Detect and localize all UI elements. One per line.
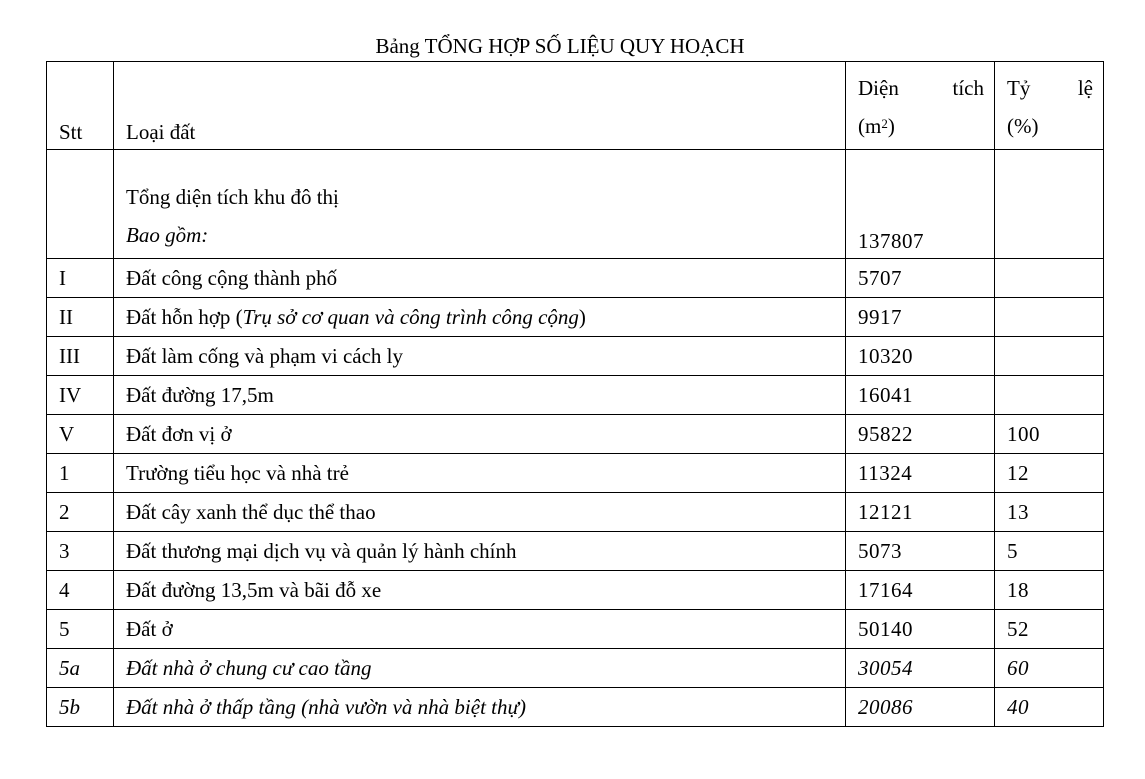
row-ratio: 52 [995, 610, 1104, 649]
table-title: Bảng TỔNG HỢP SỐ LIỆU QUY HOẠCH [375, 34, 745, 58]
row-stt: I [47, 259, 114, 298]
row-ratio: 40 [995, 688, 1104, 727]
row-area: 17164 [846, 571, 995, 610]
header-ratio-word2: lệ [1077, 76, 1093, 100]
header-area-word1: Diện [858, 76, 899, 100]
row-ratio: 60 [995, 649, 1104, 688]
planning-summary-table [46, 61, 1104, 727]
row-ratio: 100 [995, 415, 1104, 454]
row-area: 20086 [846, 688, 995, 727]
row-ratio: 5 [995, 532, 1104, 571]
table-row [47, 376, 1104, 415]
table-row [47, 337, 1104, 376]
row-land-type: Đất đường 13,5m và bãi đỗ xe [114, 571, 846, 610]
table-row [47, 649, 1104, 688]
row-land-type: Đất đơn vị ở [114, 415, 846, 454]
row-area: 16041 [846, 376, 995, 415]
header-ratio-word1: Tỷ [1007, 76, 1031, 100]
table-row [47, 688, 1104, 727]
header-area-unit: (m [858, 114, 882, 138]
total-stt-cell [47, 150, 114, 259]
row-stt: 4 [47, 571, 114, 610]
table-header-row [47, 62, 1104, 150]
row-land-type: Đất công cộng thành phố [114, 259, 846, 298]
row-stt: 2 [47, 493, 114, 532]
row-stt: II [47, 298, 114, 337]
row-area: 11324 [846, 454, 995, 493]
header-land-type-label: Loại đất [126, 120, 196, 144]
row-land-type-suffix: ) [578, 305, 586, 329]
row-land-type: Đất đường 17,5m [114, 376, 846, 415]
total-label: Tổng diện tích khu đô thị [126, 185, 339, 209]
row-land-type: Đất cây xanh thể dục thể thao [114, 493, 846, 532]
header-land-type [114, 62, 846, 150]
row-stt: IV [47, 376, 114, 415]
row-land-type: Đất làm cống và phạm vi cách ly [114, 337, 846, 376]
total-sublabel: Bao gồm: [126, 223, 209, 247]
total-ratio-cell [995, 150, 1104, 259]
row-area: 9917 [846, 298, 995, 337]
header-area-word2: tích [952, 76, 984, 100]
row-area: 10320 [846, 337, 995, 376]
row-stt: III [47, 337, 114, 376]
row-area: 12121 [846, 493, 995, 532]
row-stt: 5b [47, 688, 114, 727]
table-row [47, 415, 1104, 454]
header-ratio [995, 62, 1104, 150]
table-row [47, 610, 1104, 649]
row-land-type-note: Trụ sở cơ quan và công trình công cộng [242, 305, 579, 329]
row-stt: 1 [47, 454, 114, 493]
row-land-type: Đất nhà ở chung cư cao tầng [114, 649, 846, 688]
header-area-unit-close: ) [887, 114, 895, 138]
total-area: 137807 [846, 150, 995, 259]
row-area: 5073 [846, 532, 995, 571]
row-ratio [995, 298, 1104, 337]
total-row [47, 150, 1104, 259]
table-row [47, 298, 1104, 337]
row-ratio: 12 [995, 454, 1104, 493]
table-row [47, 532, 1104, 571]
header-area [846, 62, 995, 150]
header-stt [47, 62, 114, 150]
row-area: 5707 [846, 259, 995, 298]
table-row [47, 259, 1104, 298]
table-row [47, 454, 1104, 493]
row-stt: 5a [47, 649, 114, 688]
row-land-type: Đất thương mại dịch vụ và quản lý hành chính [114, 532, 846, 571]
row-ratio [995, 259, 1104, 298]
header-ratio-unit: (%) [1007, 114, 1039, 138]
row-stt: V [47, 415, 114, 454]
row-stt: 5 [47, 610, 114, 649]
row-area: 50140 [846, 610, 995, 649]
row-stt: 3 [47, 532, 114, 571]
table-row [47, 493, 1104, 532]
row-land-type: Trường tiểu học và nhà trẻ [114, 454, 846, 493]
row-land-type: Đất ở [114, 610, 846, 649]
header-stt-label: Stt [59, 120, 83, 144]
row-land-type [114, 298, 846, 337]
row-ratio [995, 376, 1104, 415]
row-area: 30054 [846, 649, 995, 688]
row-ratio: 13 [995, 493, 1104, 532]
row-area: 95822 [846, 415, 995, 454]
row-land-type-prefix: Đất hỗn hợp ( [126, 305, 243, 329]
row-land-type: Đất nhà ở thấp tầng (nhà vườn và nhà biệt thự) [114, 688, 846, 727]
row-ratio [995, 337, 1104, 376]
row-ratio: 18 [995, 571, 1104, 610]
header-area-unit-sup: 2 [881, 116, 888, 131]
table-row [47, 571, 1104, 610]
total-label-cell [114, 150, 846, 259]
